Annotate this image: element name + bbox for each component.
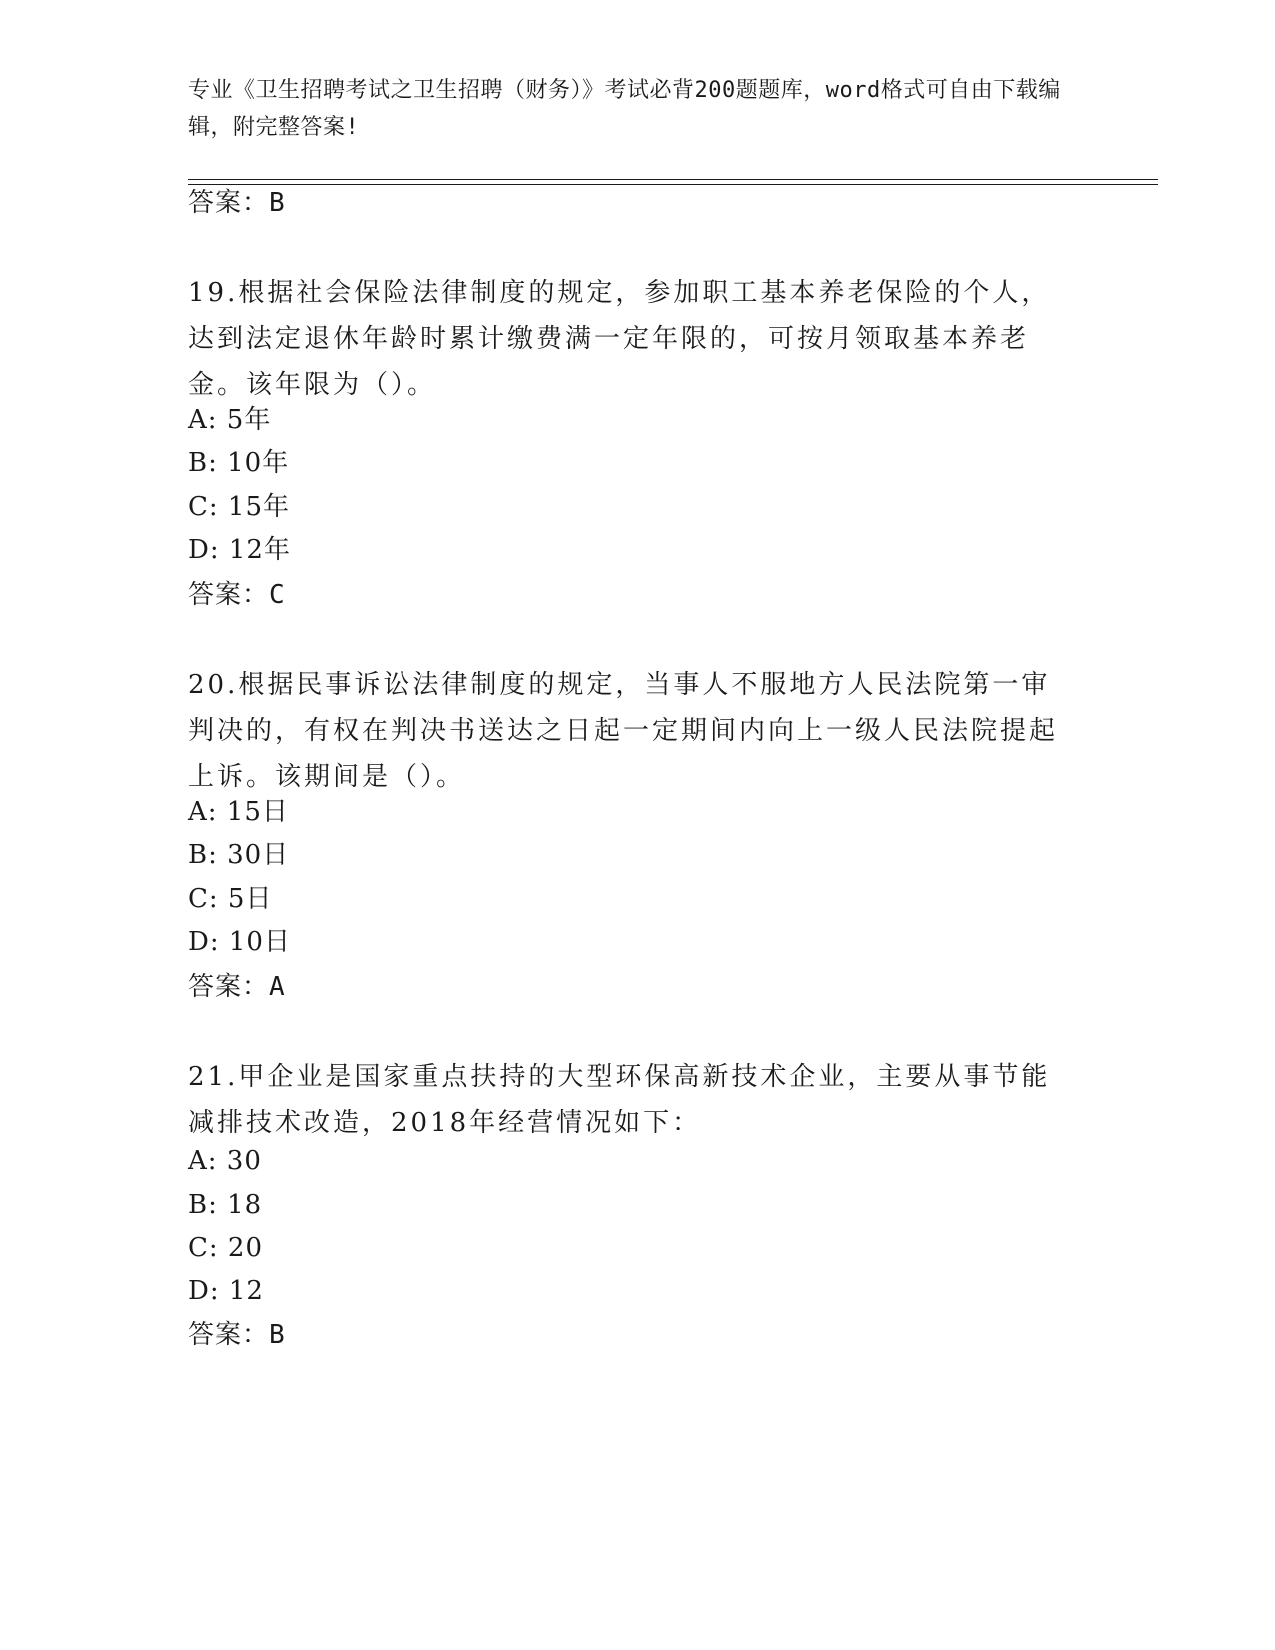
question-20-option-b: B: 30日 bbox=[188, 840, 290, 870]
question-20-option-a: A: 15日 bbox=[188, 797, 289, 827]
header-divider-line bbox=[188, 179, 1158, 180]
question-19-option-c: C: 15年 bbox=[188, 492, 291, 522]
question-19-option-a: A: 5年 bbox=[188, 405, 272, 435]
question-19-option-d: D: 12年 bbox=[188, 535, 291, 565]
question-stem-20: 20.根据民事诉讼法律制度的规定，当事人不服地方人民法院第一审判决的，有权在判决书送达之日起一定期间内向上一级人民法院提起上诉。该期间是（）。 bbox=[188, 670, 1059, 792]
question-stem-19: 19.根据社会保险法律制度的规定，参加职工基本养老保险的个人，达到法定退休年龄时累计缴费满一定年限的，可按月领取基本养老金。该年限为（）。 bbox=[188, 278, 1051, 400]
question-21-option-a: A: 30 bbox=[188, 1146, 262, 1176]
question-21-option-d: D: 12 bbox=[188, 1276, 264, 1306]
header-divider-line-secondary bbox=[188, 184, 1158, 185]
question-21-option-b: B: 18 bbox=[188, 1190, 263, 1220]
question-21-option-c: C: 20 bbox=[188, 1233, 264, 1263]
previous-answer: 答案：B bbox=[188, 188, 286, 218]
document-header: 专业《卫生招聘考试之卫生招聘（财务）》考试必背200题题库，word格式可自由下载编辑，附完整答案! bbox=[188, 78, 1061, 140]
question-20-answer: 答案：A bbox=[188, 972, 286, 1002]
question-19-answer: 答案：C bbox=[188, 580, 286, 610]
question-20-option-c: C: 5日 bbox=[188, 884, 273, 914]
question-stem-21: 21.甲企业是国家重点扶持的大型环保高新技术企业，主要从事节能减排技术改造，2018年经营情况如下： bbox=[188, 1062, 1051, 1138]
question-20-option-d: D: 10日 bbox=[188, 927, 291, 957]
question-19-option-b: B: 10年 bbox=[188, 448, 290, 478]
question-21-answer: 答案：B bbox=[188, 1320, 286, 1350]
